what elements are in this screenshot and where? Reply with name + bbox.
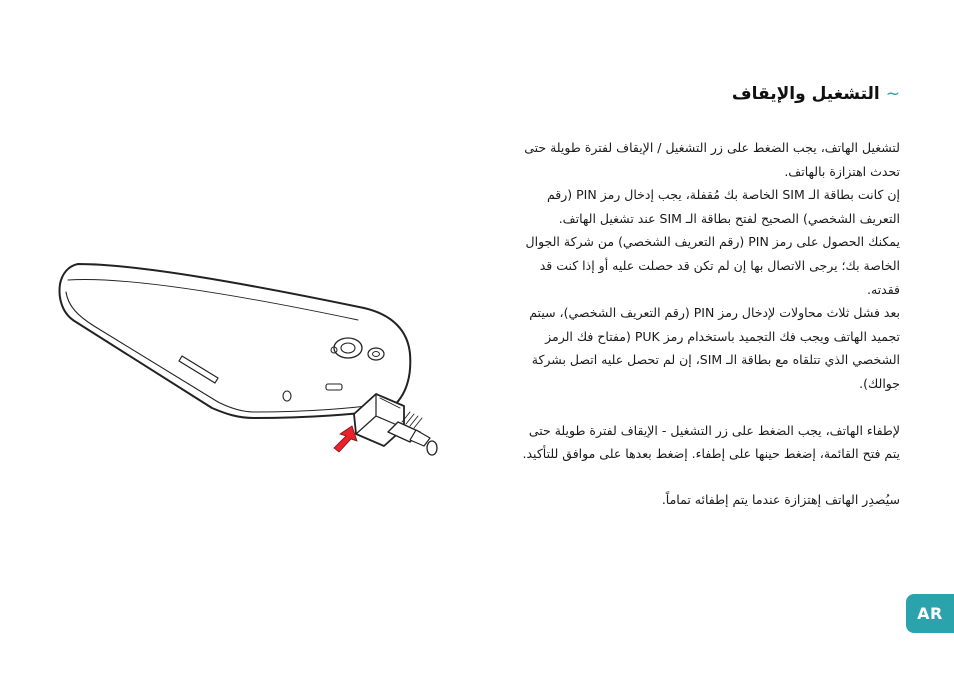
paragraph-puk: بعد فشل ثلاث محاولات لإدخال رمز PIN (رقم التعريف الشخصي)، سيتم تجميد الهاتف ويجب فك التجميد باستخدام رمز PUK (مفتاح فك الرمز الشخصي الذي تتلقاه مع بطاقة الـ SIM، إن لم تحصل عليه اتصل بشركة جوالك). <box>529 305 900 391</box>
title-marker: ~ <box>885 84 900 104</box>
title-text: التشغيل والإيقاف <box>731 84 880 104</box>
paragraph-pin-source: يمكنك الحصول على رمز PIN (رقم التعريف الشخصي) من شركة الجوال الخاصة بك؛ يرجى الاتصال بها إن لم تكن قد حصلت عليه أو إذا كنت قد فقدته. <box>525 234 900 297</box>
instructions-body <box>510 136 900 511</box>
language-badge: AR <box>906 594 954 633</box>
phone-charging-illustration <box>58 262 448 462</box>
paragraph-power-on: لتشغيل الهاتف، يجب الضغط على زر التشغيل / الإيقاف لفترة طويلة حتى تحدث اهتزازة بالهاتف. <box>524 140 900 179</box>
paragraph-power-off: لإطفاء الهاتف، يجب الضغط على زر التشغيل - الإيقاف لفترة طويلة حتى يتم فتح القائمة، إضغط حينها على إطفاء. إضغط بعدها على موافق للتأكيد. <box>522 422 900 462</box>
phone-icon <box>60 264 411 418</box>
charger-plug-icon <box>354 394 437 455</box>
paragraph-vibration: سيُصدِر الهاتف إهتزازة عندما يتم إطفائه تماماً. <box>661 491 900 507</box>
insert-arrow-icon <box>334 426 357 452</box>
section-title <box>500 84 900 104</box>
paragraph-sim-locked: إن كانت بطاقة الـ SIM الخاصة بك مُقفلة، يجب إدخال رمز PIN (رقم التعريف الشخصي) الصحيح لفتح بطاقة الـ SIM عند تشغيل الهاتف. <box>546 187 900 226</box>
